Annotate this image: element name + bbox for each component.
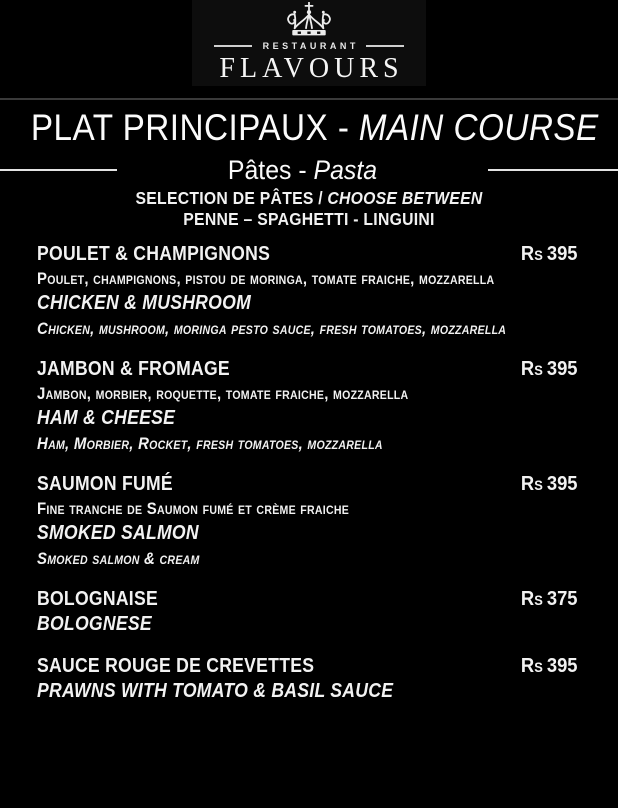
restaurant-tagline — [214, 41, 404, 51]
price-value: 395 — [547, 655, 578, 677]
currency-label: Rs — [521, 655, 544, 677]
item-name-en: HAM & CHEESE — [37, 407, 176, 429]
item-name-fr: JAMBON & FROMAGE — [37, 358, 230, 380]
item-row — [37, 654, 578, 678]
price-value: 395 — [547, 358, 578, 380]
item-name-fr: SAUMON FUMÉ — [37, 473, 173, 495]
section-note — [31, 188, 587, 209]
section-note-fr: SELECTION DE PÂTES / — [135, 188, 323, 208]
section-heading — [0, 155, 618, 185]
page-title-fr: PLAT PRINCIPAUX - — [30, 107, 350, 148]
page-title — [30, 100, 599, 155]
section-title-fr: Pâtes - — [227, 154, 307, 185]
crown-icon — [281, 2, 337, 39]
item-row — [37, 357, 578, 381]
item-name-fr: POULET & CHAMPIGNONS — [37, 243, 271, 265]
menu-item — [37, 654, 578, 704]
item-name-en: CHICKEN & MUSHROOM — [37, 292, 252, 314]
item-price — [521, 243, 578, 266]
section-title — [132, 155, 473, 186]
menu-item — [37, 357, 578, 455]
item-desc-en: Ham, Morbier, Rocket, fresh tomatoes, mozzarella — [37, 434, 383, 453]
price-value: 375 — [547, 588, 578, 610]
section-left-line — [0, 169, 117, 171]
item-name-en: PRAWNS WITH TOMATO & BASIL SAUCE — [37, 680, 394, 702]
item-desc-fr: Fine tranche de Saumon fumé et crème fraiche — [37, 499, 350, 518]
item-name-en: SMOKED SALMON — [37, 522, 199, 544]
tagline-left-line — [214, 45, 252, 47]
tagline-right-line — [366, 45, 404, 47]
menu-item — [37, 472, 578, 570]
page-title-en: MAIN COURSE — [358, 107, 599, 148]
item-desc-en: Chicken, mushroom, moringa pesto sauce, fresh tomatoes, mozzarella — [37, 319, 507, 338]
item-desc-fr: Poulet, champignons, pistou de moringa, tomate fraiche, mozzarella — [37, 269, 495, 288]
menu-item — [37, 587, 578, 637]
brand-logo — [192, 0, 426, 86]
section-title-en: Pasta — [313, 154, 378, 185]
currency-label: Rs — [521, 358, 544, 380]
brand-name: FLAVOURS — [219, 53, 404, 84]
restaurant-label: RESTAURANT — [262, 41, 359, 51]
price-value: 395 — [547, 473, 578, 495]
currency-label: Rs — [521, 243, 544, 265]
item-desc-fr: Jambon, morbier, roquette, tomate fraiche, mozzarella — [37, 384, 409, 403]
item-price — [521, 655, 578, 678]
menu-items — [0, 230, 618, 704]
item-row — [37, 587, 578, 611]
price-value: 395 — [547, 243, 578, 265]
item-price — [521, 358, 578, 381]
currency-label: Rs — [521, 473, 544, 495]
section-options: PENNE – SPAGHETTI - LINGUINI — [183, 209, 435, 229]
item-name-fr: SAUCE ROUGE DE CREVETTES — [37, 655, 315, 677]
section-right-line — [488, 169, 618, 171]
item-row — [37, 472, 578, 496]
menu-item — [37, 242, 578, 340]
item-name-en: BOLOGNESE — [37, 613, 152, 635]
item-desc-en: Smoked salmon & cream — [37, 549, 200, 568]
section-note-en: CHOOSE BETWEEN — [327, 188, 483, 208]
currency-label: Rs — [521, 588, 544, 610]
item-name-fr: BOLOGNAISE — [37, 588, 158, 610]
item-price — [521, 588, 578, 611]
item-row — [37, 242, 578, 266]
item-price — [521, 473, 578, 496]
